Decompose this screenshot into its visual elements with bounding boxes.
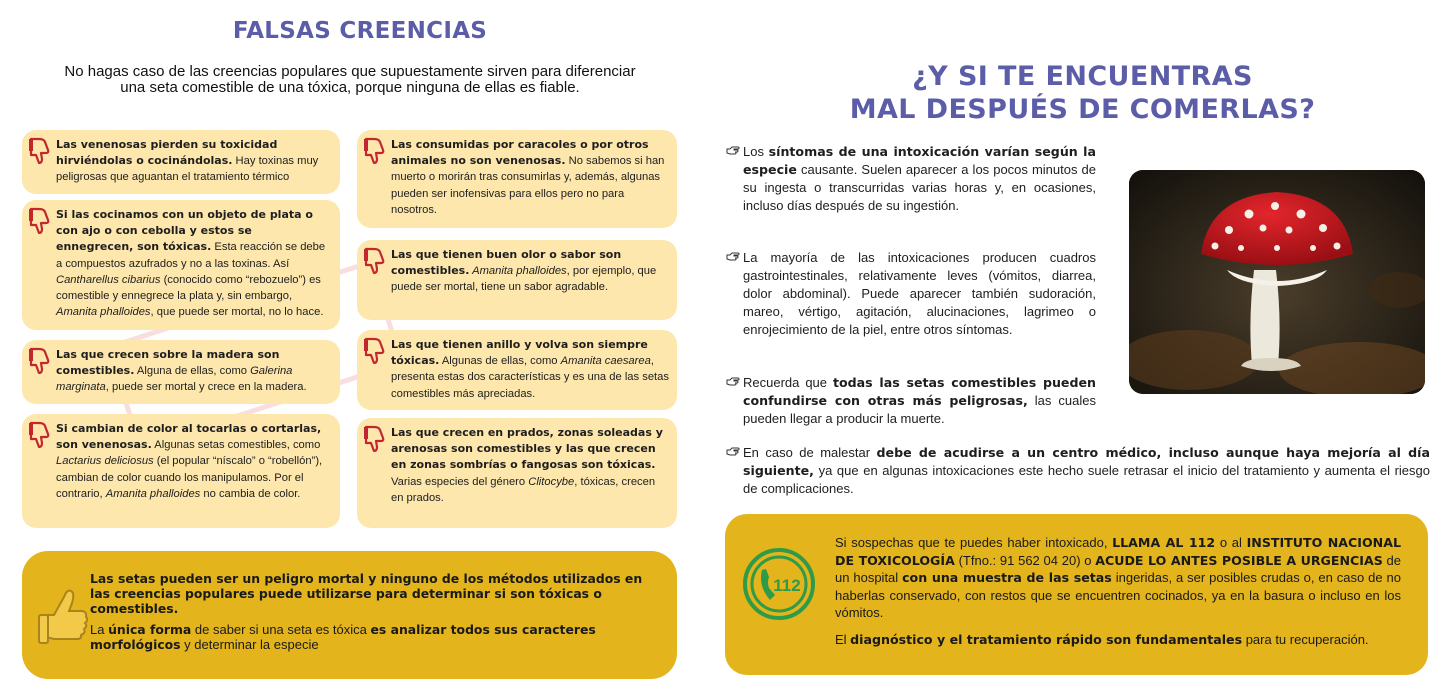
symptom-bullet: En caso de malestar debe de acudirse a un centro médico, incluso aunque haya mejoría al día siguiente, ya que en algunas intoxicaciones este hecho suele retrasar el inicio del tratamiento y aumenta el riesgo de complicaciones. [726, 444, 1430, 498]
myth-card: Si las cocinamos con un objeto de plata o con ajo o con cebolla y estos se ennegrecen, son tóxicas. Esta reacción se debe a compuestos azufrados y no a las toxinas. Así Cantharellus cibarius (conocido como “rebozuelo”) es comestible y ennegrece la plata y, sin embargo, Amanita phalloides, que puede ser mortal, no lo hace. [22, 200, 340, 330]
warning-text: Las setas pueden ser un peligro mortal y ninguno de los métodos utilizados en las creencias populares puede utilizarse para determinar si son tóxicas o comestibles. La única forma de saber si una seta es tóxica es analizar todos sus caracteres morfológicos y determinar la especie [90, 571, 643, 652]
thumbs-down-icon [363, 336, 387, 366]
myth-card: Las que tienen anillo y volva son siempre tóxicas. Algunas de ellas, como Amanita caesarea, presenta estas dos características y es una de las setas comestibles más apreciadas. [357, 330, 677, 410]
pointing-hand-icon [726, 377, 740, 387]
symptom-bullet: Los síntomas de una intoxicación varían según la especie causante. Suelen aparecer a los pocos minutos de su ingesta o transcurridas varias horas y, en ocasiones, incluso días después de su ingestión. [726, 143, 1096, 215]
thumbs-up-icon [36, 585, 88, 645]
myth-card: Las venenosas pierden su toxicidad hirviéndolas o cocinándolas. Hay toxinas muy peligrosas que aguantan el tratamiento térmico [22, 130, 340, 194]
phone-112-icon [743, 548, 815, 620]
myth-card: Las que tienen buen olor o sabor son comestibles. Amanita phalloides, por ejemplo, que puede ser mortal, tiene un sabor agradable. [357, 240, 677, 320]
phone-number: 112 [773, 576, 801, 595]
thumbs-down-icon [28, 420, 52, 450]
thumbs-down-icon [28, 206, 52, 236]
emergency-box [725, 514, 1428, 675]
mushroom-illustration [1129, 170, 1425, 394]
thumbs-down-icon [363, 424, 387, 454]
thumbs-down-icon [363, 246, 387, 276]
pointing-hand-icon [726, 146, 740, 156]
thumbs-down-icon [28, 136, 52, 166]
emergency-text: Si sospechas que te puedes haber intoxicado, LLAMA AL 112 o al INSTITUTO NACIONAL DE TOXICOLOGÍA (Tfno.: 91 562 04 20) o ACUDE LO ANTES POSIBLE A URGENCIAS de un hospital con una muestra de las setas ingeridas, a ser posibles crudas o, en caso de no haberlas conservado, con restos que se encuentren cocinados, ya en la basura o incluso en los vómitos. El diagnóstico y el tratamiento rápido son fundamentales para tu recuperación. [835, 535, 1402, 647]
pointing-hand-icon [726, 447, 740, 457]
left-intro: No hagas caso de las creencias populares que supuestamente sirven para diferenciar una seta comestible de una tóxica, porque ninguna de ellas es fiable. [64, 63, 636, 96]
myth-card: Si cambian de color al tocarlas o cortarlas, son venenosas. Algunas setas comestibles, como Lactarius deliciosus (el popular “níscalo” o “robellón”), cambian de color cuando los manipulamos. Por el contrario, Amanita phalloides no cambia de color. [22, 414, 340, 528]
right-title: ¿Y SI TE ENCUENTRAS MAL DESPUÉS DE COMERLAS? [849, 61, 1316, 125]
myth-card: Las consumidas por caracoles o por otros animales no son venenosas. No sabemos si han muerto o morirán tras consumirlas y, además, algunas pueden ser inofensivas para ellos pero no para nosotros. [357, 130, 677, 228]
thumbs-down-icon [28, 346, 52, 376]
myth-card: Las que crecen sobre la madera son comestibles. Alguna de ellas, como Galerina marginata, puede ser mortal y crece en la madera. [22, 340, 340, 404]
symptom-bullet: Recuerda que todas las setas comestibles pueden confundirse con otras más peligrosas, las cuales pueden llegar a producir la muerte. [726, 374, 1096, 428]
warning-box [22, 551, 677, 679]
mushroom-photo [1129, 170, 1425, 394]
left-title: FALSAS CREENCIAS [232, 18, 488, 44]
symptom-bullet: La mayoría de las intoxicaciones producen cuadros gastrointestinales, relativamente leves (vómitos, diarrea, dolor abdominal). Puede aparecer también sudoración, mareo, vértigo, agitación, alucinaciones, lagrimeo o enrojecimiento de la piel, entre otros síntomas. [726, 249, 1096, 339]
myth-card: Las que crecen en prados, zonas soleadas y arenosas son comestibles y las que crecen en zonas sombrías o fangosas son tóxicas. Varias especies del género Clitocybe, tóxicas, crecen en prados. [357, 418, 677, 528]
thumbs-down-icon [363, 136, 387, 166]
pointing-hand-icon [726, 252, 740, 262]
